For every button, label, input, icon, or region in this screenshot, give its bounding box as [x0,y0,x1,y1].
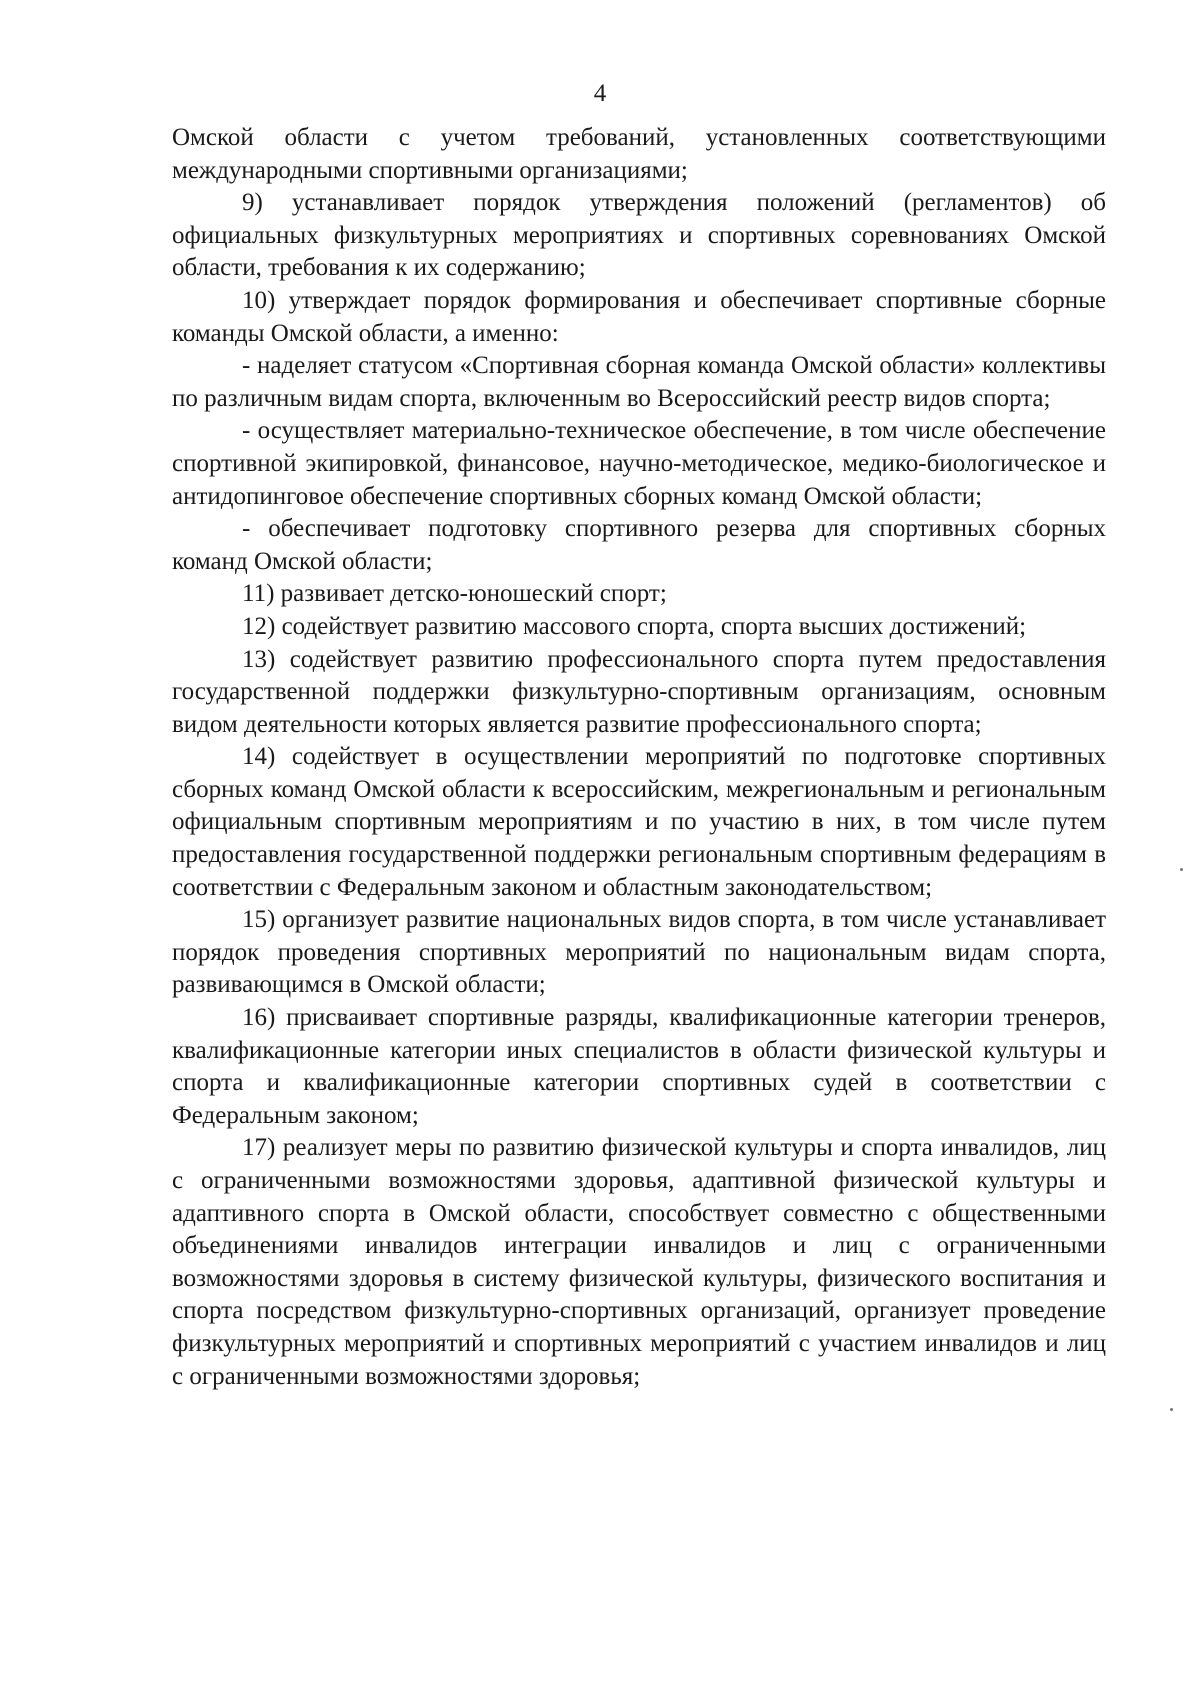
paragraph-item-11: 11) развивает детско-юношеский спорт; [242,580,667,608]
scan-speck [1180,868,1183,871]
paragraph-continuation: Омской области с учетом требований, установленных соответствующими международными спортивными организациями; [172,124,1106,184]
paragraph-subitem-status: - наделяет статусом «Спортивная сборная команда Омской области» коллективы по различным видам спорта, включенным во Всероссийский реестр видов спорта; [172,352,1106,412]
page-number: 4 [593,80,607,107]
paragraph-subitem-reserve: - обеспечивает подготовку спортивного резерва для спортивных сборных команд Омской области; [172,515,1106,575]
paragraph-item-9: 9) устанавливает порядок утверждения положений (регламентов) об официальных физкультурных мероприятиях и спортивных соревнованиях Омской области, требования к их содержанию; [172,189,1106,282]
paragraph-item-15: 15) организует развитие национальных видов спорта, в том числе устанавливает порядок проведения спортивных мероприятий по национальным видам спорта, развивающимся в Омской области; [172,906,1106,999]
paragraph-item-17: 17) реализует меры по развитию физической культуры и спорта инвалидов, лиц с ограниченными возможностями здоровья, адаптивной физической культуры и адаптивного спорта в Омской области, способствует совместно с общественными объединениями инвалидов интеграции инвалидов и лиц с ограниченными возможностями здоровья в систему физической культуры, физического воспитания и спорта посредством физкультурно-спортивных организаций, организует проведение физкультурных мероприятий и спортивных мероприятий с участием инвалидов и лиц с ограниченными возможностями здоровья; [172,1134,1106,1390]
scan-speck [1170,1408,1173,1411]
paragraph-item-10: 10) утверждает порядок формирования и обеспечивает спортивные сборные команды Омской области, а именно: [172,286,1106,347]
paragraph-subitem-provision: - осуществляет материально-техническое обеспечение, в том числе обеспечение спортивной экипировкой, финансовое, научно-методическое, медико-биологическое и антидопинговое обеспечение спортивных сборных команд Омской области; [172,417,1106,510]
paragraph-item-12: 12) содействует развитию массового спорта, спорта высших достижений; [242,612,1027,640]
paragraph-item-16: 16) присваивает спортивные разряды, квалификационные категории тренеров, квалификационные категории иных специалистов в области физической культуры и спорта и квалификационные категории спортивных судей в соответствии с Федеральным законом; [172,1004,1106,1129]
document-body [172,122,1106,1393]
paragraph-item-14: 14) содействует в осуществлении мероприятий по подготовке спортивных сборных команд Омской области к всероссийским, межрегиональным и региональным официальным спортивным мероприятиям и по участию в них, в том числе путем предоставления государственной поддержки региональным спортивным федерациям в соответствии с Федеральным законом и областным законодательством; [172,743,1106,901]
paragraph-item-13: 13) содействует развитию профессионального спорта путем предоставления государственной поддержки физкультурно-спортивным организациям, основным видом деятельности которых является развитие профессионального спорта; [172,645,1106,738]
